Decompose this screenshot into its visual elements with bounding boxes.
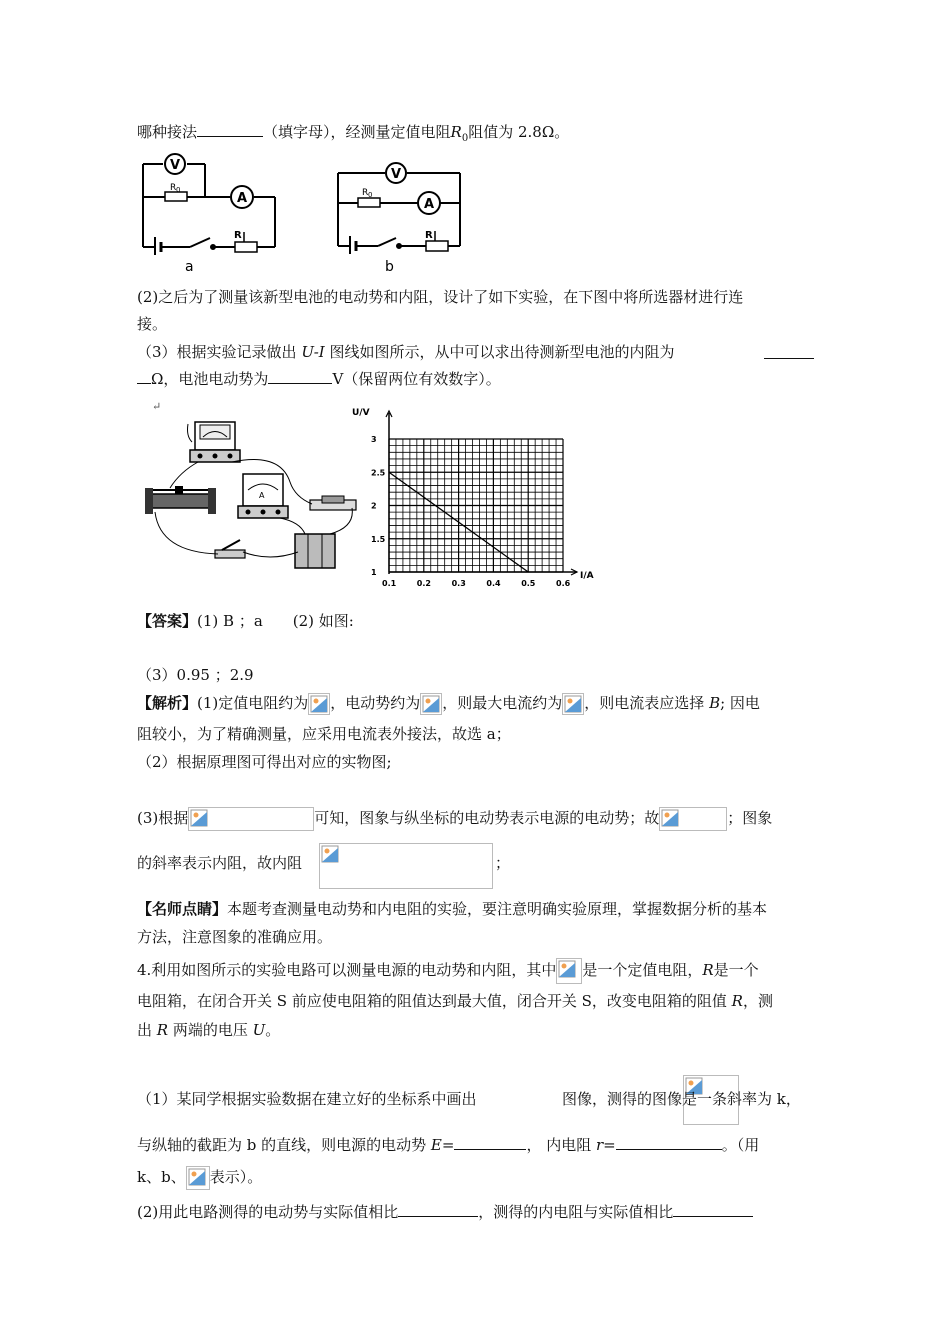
switch-icon	[215, 540, 245, 558]
analysis-line4: (3)根据 可知，图象与纵坐标的电动势表示电源的电动势；故 ；图象	[137, 807, 772, 831]
q3-part2-text-cont: 接。	[137, 315, 168, 333]
x-tick-label: 0.1	[382, 579, 397, 588]
svg-text:R: R	[170, 183, 177, 193]
answer-blank	[616, 1135, 722, 1150]
x-tick-label: 0.3	[451, 579, 466, 588]
formula-image-icon	[308, 693, 330, 715]
svg-text:V: V	[170, 158, 181, 173]
svg-text:0: 0	[368, 191, 373, 199]
chart-y-axis-label: U/V	[352, 408, 370, 418]
analysis-line1: 【解析】(1)定值电阻约为 ，电动势约为 ，则最大电流约为 ，则电流表应选择 B; 因电	[137, 693, 760, 715]
y-tick-label: 2	[371, 501, 377, 511]
ui-chart	[340, 403, 610, 593]
chart-x-axis-label: I/A	[580, 571, 594, 581]
x-tick-label: 0.6	[556, 579, 571, 588]
y-tick-label: 1	[371, 568, 377, 577]
answer-blank	[398, 1202, 478, 1217]
svg-text:V: V	[391, 167, 402, 182]
q4-part1-line3: k、b、 表示）。	[137, 1166, 262, 1190]
circuit-diagram-a	[135, 152, 285, 277]
q3-part2-text: (2)之后为了测量该新型电池的电动势和内阻，设计了如下实验，在下图中将所选器材进行连	[137, 288, 744, 306]
q4-part1-line1-a: （1）某同学根据实验数据在建立好的坐标系中画出	[137, 1090, 477, 1108]
formula-image-icon	[659, 807, 727, 831]
q3-part1-text: 哪种接法 （填字母），经测量定值电阻$R_0$阻值为 2.8Ω。	[137, 123, 570, 144]
svg-text:R: R	[362, 188, 369, 198]
y-tick-label: 1.5	[371, 534, 386, 544]
battery-icon	[295, 534, 335, 568]
answer-tag: 【答案】	[137, 612, 198, 630]
q4-part1-line1-b: 图像，测得的图像是一条斜率为 k，	[562, 1090, 801, 1108]
formula-image-icon	[186, 1166, 210, 1190]
q4-line3: 出 R 两端的电压 U。	[137, 1021, 281, 1039]
x-tick-label: 0.4	[486, 579, 501, 588]
return-mark: ↵	[152, 400, 162, 413]
ammeter-icon	[238, 474, 288, 518]
q4-line1: 4.利用如图所示的实验电路可以测量电源的电动势和内阻，其中 是一个定值电阻，R是一个	[137, 958, 759, 984]
formula-image-icon	[556, 958, 582, 984]
q3-part3-text-cont: Ω，电池电动势为 V（保留两位有效数字）。	[137, 369, 501, 389]
q4-part2-line: (2)用此电路测得的电动势与实际值相比 ，测得的内电阻与实际值相比	[137, 1202, 753, 1222]
q3-part3-text: （3）根据实验记录做出 U-I 图线如图所示，从中可以求出待测新型电池的内阻为	[137, 343, 675, 361]
answer-blank	[673, 1202, 753, 1217]
answer-blank	[268, 369, 332, 384]
formula-image-icon	[420, 693, 442, 715]
analysis-line3: （2）根据原理图可得出对应的实物图;	[137, 753, 392, 771]
tip-line2: 方法，注意图象的准确应用。	[137, 928, 333, 946]
svg-text:A: A	[424, 197, 435, 212]
tip-tag: 【名师点睛】	[137, 900, 228, 918]
svg-text:R: R	[425, 230, 433, 241]
voltmeter-icon	[190, 422, 240, 462]
svg-text:R: R	[234, 230, 242, 241]
analysis-line5-end: ；	[495, 854, 511, 872]
analysis-tag: 【解析】	[137, 694, 198, 712]
q4-line2: 电阻箱，在闭合开关 S 前应使电阻箱的阻值达到最大值，闭合开关 S，改变电阻箱的阻值 R，测	[137, 992, 773, 1010]
formula-image-icon	[319, 843, 493, 889]
analysis-line5-text: 的斜率表示内阻，故内阻	[137, 854, 303, 872]
y-tick-label: 3	[371, 435, 377, 444]
tip-line1: 【名师点睛】本题考查测量电动势和内电阻的实验，要注意明确实验原理，掌握数据分析的基本	[137, 900, 768, 918]
answer-blank	[197, 122, 263, 137]
x-tick-label: 0.2	[416, 579, 431, 588]
svg-text:0: 0	[176, 186, 181, 194]
circuit-diagram-b	[330, 158, 475, 278]
formula-image-icon	[188, 807, 314, 831]
analysis-line2: 阻较小，为了精确测量，应采用电流表外接法，故选 a；	[137, 725, 511, 743]
apparatus-illustration	[140, 412, 365, 582]
rheostat-icon	[145, 486, 216, 514]
formula-image-icon	[562, 693, 584, 715]
circuit-b-label: b	[385, 259, 394, 275]
answer-part3: （3）0.95 ；2.9	[137, 666, 254, 684]
x-tick-label: 0.5	[521, 579, 536, 588]
chart-grid	[389, 439, 563, 572]
answer-blank	[137, 369, 151, 384]
y-tick-label: 2.5	[371, 468, 386, 478]
circuit-a-label: a	[185, 259, 194, 275]
answer-blank	[454, 1135, 526, 1150]
chart-axes	[386, 411, 577, 575]
answer-line: 【答案】(1) B ；a (2) 如图:	[137, 612, 354, 630]
q4-part1-line2: 与纵轴的截距为 b 的直线，则电源的电动势 E= ， 内电阻 r= 。（用	[137, 1136, 760, 1154]
answer-blank	[764, 344, 814, 359]
svg-text:A: A	[237, 191, 248, 206]
svg-text:A: A	[259, 491, 265, 500]
